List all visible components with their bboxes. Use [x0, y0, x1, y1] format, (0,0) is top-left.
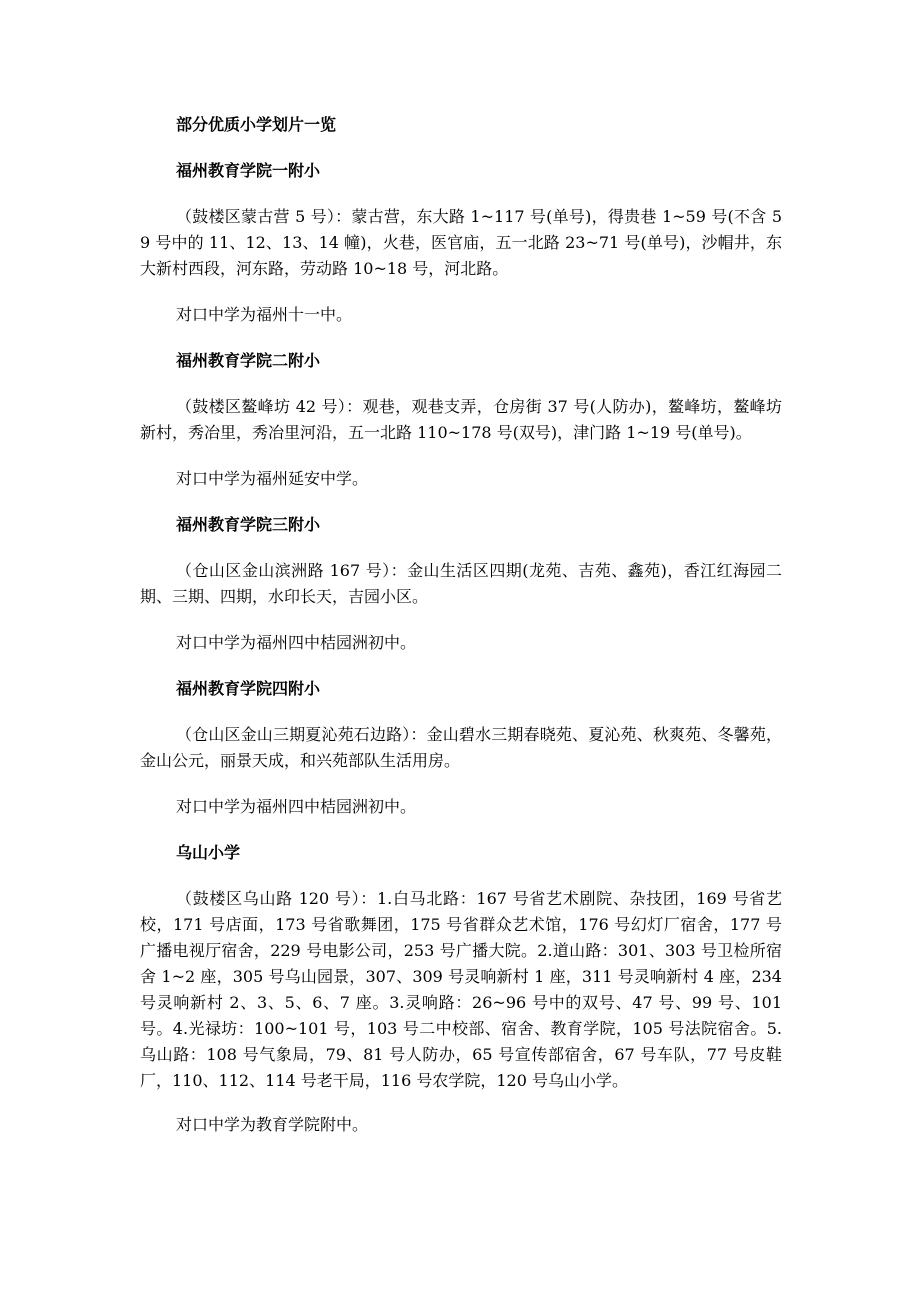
- middle-school-assignment: 对口中学为福州十一中。: [176, 305, 353, 324]
- school-name: 乌山小学: [176, 843, 241, 862]
- school-section-5: [140, 840, 782, 1138]
- school-section-3: [140, 512, 782, 656]
- school-district-description: （仓山区金山滨洲路 167 号）：金山生活区四期(龙苑、吉苑、鑫苑)，香江红海园二期、三期、四期，水印长天，吉园小区。: [140, 561, 782, 606]
- school-district-description: （鼓楼区鳌峰坊 42 号）：观巷，观巷支弄，仓房街 37 号(人防办)，鳌峰坊，鳌峰坊新村，秀冶里，秀冶里河沿，五一北路 110~178 号(双号)，津门路 1~19 号(单号)。: [140, 397, 782, 442]
- school-name: 福州教育学院二附小: [176, 351, 321, 370]
- document-page: [140, 112, 782, 1158]
- middle-school-assignment: 对口中学为福州延安中学。: [176, 469, 369, 488]
- school-name: 福州教育学院三附小: [176, 515, 321, 534]
- school-district-description: （鼓楼区蒙古营 5 号）：蒙古营，东大路 1~117 号(单号)，得贵巷 1~59 号(不含 59 号中的 11、12、13、14 幢)，火巷，医官庙，五一北路 23~71 号(单号)，沙帽井，东大新村西段，河东路，劳动路 10~18 号，河北路。: [140, 207, 782, 278]
- school-section-4: [140, 676, 782, 820]
- school-name: 福州教育学院四附小: [176, 679, 321, 698]
- school-district-description: （鼓楼区乌山路 120 号）：1.白马北路：167 号省艺术剧院、杂技团，169 号省艺校，171 号店面，173 号省歌舞团，175 号省群众艺术馆，176 号幻灯厂宿舍，177 号广播电视厅宿舍，229 号电影公司，253 号广播大院。2.道山路：301、303 号卫检所宿舍 1~2 座，305 号乌山园景，307、309 号灵响新村 1 座，311 号灵响新村 4 座，234 号灵响新村 2、3、5、6、7 座。3.灵响路：26~96 号中的双号、47 号、99 号、101 号。4.光禄坊：100~101 号，103 号二中校部、宿舍、教育学院，105 号法院宿舍。5.乌山路：108 号气象局，79、81 号人防办，65 号宣传部宿舍，67 号车队，77 号皮鞋厂，110、112、114 号老干局，116 号农学院，120 号乌山小学。: [140, 889, 782, 1090]
- school-name: 福州教育学院一附小: [176, 161, 321, 180]
- middle-school-assignment: 对口中学为教育学院附中。: [176, 1115, 369, 1134]
- middle-school-assignment: 对口中学为福州四中桔园洲初中。: [176, 797, 417, 816]
- middle-school-assignment: 对口中学为福州四中桔园洲初中。: [176, 633, 417, 652]
- school-section-2: [140, 348, 782, 492]
- school-section-1: [140, 158, 782, 328]
- document-title: 部分优质小学划片一览: [176, 115, 337, 134]
- school-district-description: （仓山区金山三期夏沁苑石边路）：金山碧水三期春晓苑、夏沁苑、秋爽苑、冬馨苑，金山公元，丽景天成，和兴苑部队生活用房。: [140, 725, 782, 770]
